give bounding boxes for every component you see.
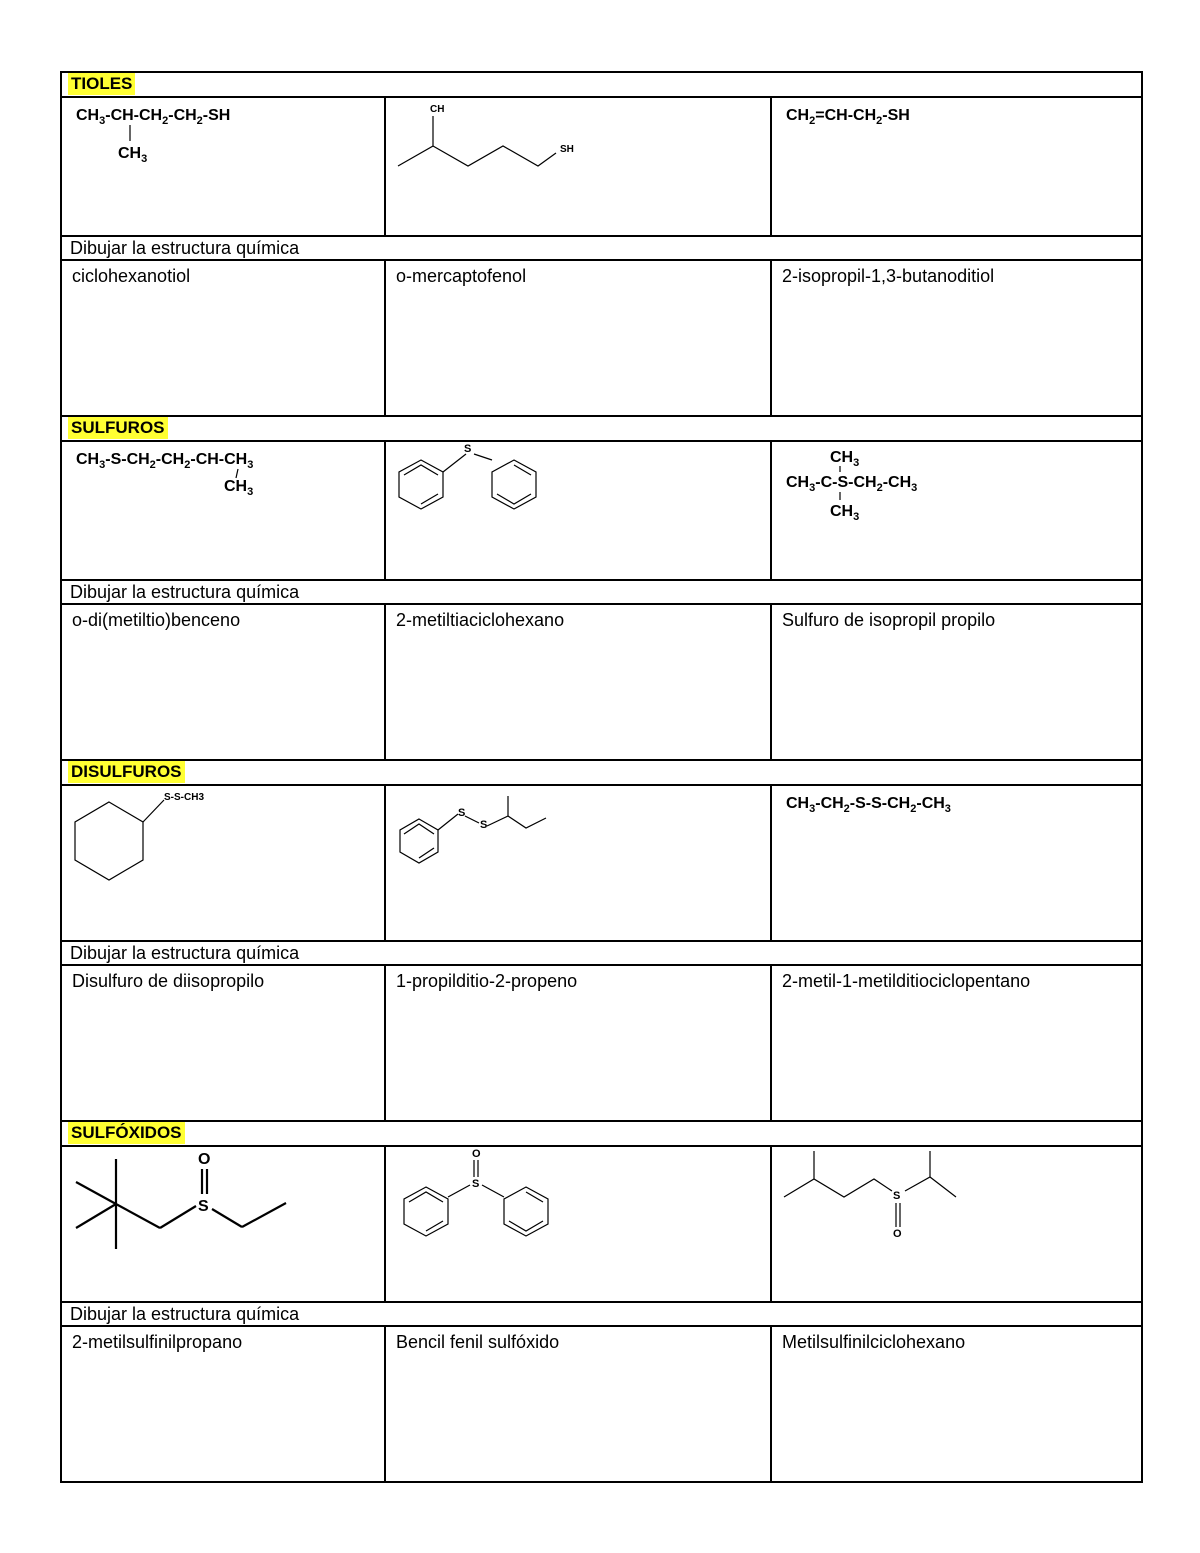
structure-cell (771, 1146, 1142, 1302)
svg-text:CH3: $CH_3$ (830, 449, 860, 469)
thiol-structure-1 (62, 98, 382, 235)
name-cell: 2-metil-1-metilditiociclopentano (771, 965, 1142, 1121)
sulfide-structure-1 (62, 442, 382, 579)
disulfide-structure-3 (772, 786, 1141, 940)
instruction-row: Dibujar la estructura química (61, 1302, 1142, 1326)
structure-cell (385, 97, 771, 236)
name-cell: Metilsulfinilciclohexano (771, 1326, 1142, 1482)
section-header-disulfuros (61, 760, 1142, 785)
name-cell: Sulfuro de isopropil propilo (771, 604, 1142, 760)
structure-cell (385, 785, 771, 941)
name-cell: o-mercaptofenol (385, 260, 771, 416)
label-oh: CH (430, 104, 445, 115)
thiol-structure-2 (386, 98, 770, 235)
instruction-row: Dibujar la estructura química (61, 580, 1142, 604)
structure-cell (61, 785, 385, 941)
label-ssch3: S-S-CH3 (164, 792, 205, 803)
name-cell: Bencil fenil sulfóxido (385, 1326, 771, 1482)
structure-cell (61, 97, 385, 236)
svg-text:CH3: $CH_3$ (224, 478, 254, 498)
section-title: SULFÓXIDOS (68, 1122, 185, 1144)
label-s: S (198, 1198, 209, 1215)
name-cell: 2-isopropil-1,3-butanoditiol (771, 260, 1142, 416)
section-title: SULFUROS (68, 417, 168, 439)
structure-cell (771, 441, 1142, 580)
worksheet-table (60, 71, 1143, 1483)
label-s: S (464, 443, 472, 455)
name-cell: o-di(metiltio)benceno (61, 604, 385, 760)
disulfide-structure-1 (62, 786, 382, 940)
label-sh: SH (560, 144, 574, 155)
instruction-row: Dibujar la estructura química (61, 236, 1142, 260)
label-s2: S (480, 819, 488, 831)
worksheet (60, 71, 1141, 1483)
name-cell: 2-metilsulfinilpropano (61, 1326, 385, 1482)
label-s1: S (458, 807, 466, 819)
name-cell: 1-propilditio-2-propeno (385, 965, 771, 1121)
label-o: O (472, 1148, 481, 1160)
disulfide-structure-2 (386, 786, 770, 940)
label-o: O (893, 1228, 902, 1240)
structure-cell (771, 97, 1142, 236)
svg-text:CH3-S-CH2-CH2-CH-CH3: $CH_3-S-CH_2-CH_2-CH-CH_3$ (76, 451, 254, 471)
instruction-row: Dibujar la estructura química (61, 941, 1142, 965)
name-cell: Disulfuro de diisopropilo (61, 965, 385, 1121)
section-header-sulfuros (61, 416, 1142, 441)
thiol-structure-3 (772, 98, 1141, 235)
label-s: S (893, 1190, 901, 1202)
section-header-tioles (61, 72, 1142, 97)
name-cell: 2-metiltiaciclohexano (385, 604, 771, 760)
svg-text:CH3: $CH_3$ (830, 503, 860, 523)
sulfoxide-structure-3 (772, 1147, 1141, 1301)
structure-cell (61, 441, 385, 580)
svg-text:CH3-CH2-S-S-CH2-CH3: $CH_3-CH_2-S-S-CH_2-CH_3$ (786, 795, 951, 815)
structure-cell (61, 1146, 385, 1302)
svg-text:CH3-C-S-CH2-CH3: $CH_3-C-S-CH_2-CH_3$ (786, 474, 918, 494)
section-header-sulfoxidos (61, 1121, 1142, 1146)
label-s: S (472, 1178, 480, 1190)
structure-cell (385, 441, 771, 580)
svg-text:CH2=CH-CH2-SH: $CH_2=CH-CH_2-SH$ (786, 107, 910, 127)
svg-text:CH3-CH-CH2-CH2-SH: $CH_3-CH-CH_2-CH_2-SH$ (76, 107, 231, 127)
structure-cell (771, 785, 1142, 941)
sulfide-structure-2 (386, 442, 770, 579)
svg-text:CH3: $CH_3$ (118, 145, 148, 165)
sulfoxide-structure-1 (62, 1147, 382, 1301)
structure-cell (385, 1146, 771, 1302)
section-title: TIOLES (68, 73, 135, 95)
sulfoxide-structure-2 (386, 1147, 770, 1301)
section-title: DISULFUROS (68, 761, 185, 783)
label-o: O (198, 1151, 211, 1168)
name-cell: ciclohexanotiol (61, 260, 385, 416)
sulfide-structure-3 (772, 442, 1141, 579)
